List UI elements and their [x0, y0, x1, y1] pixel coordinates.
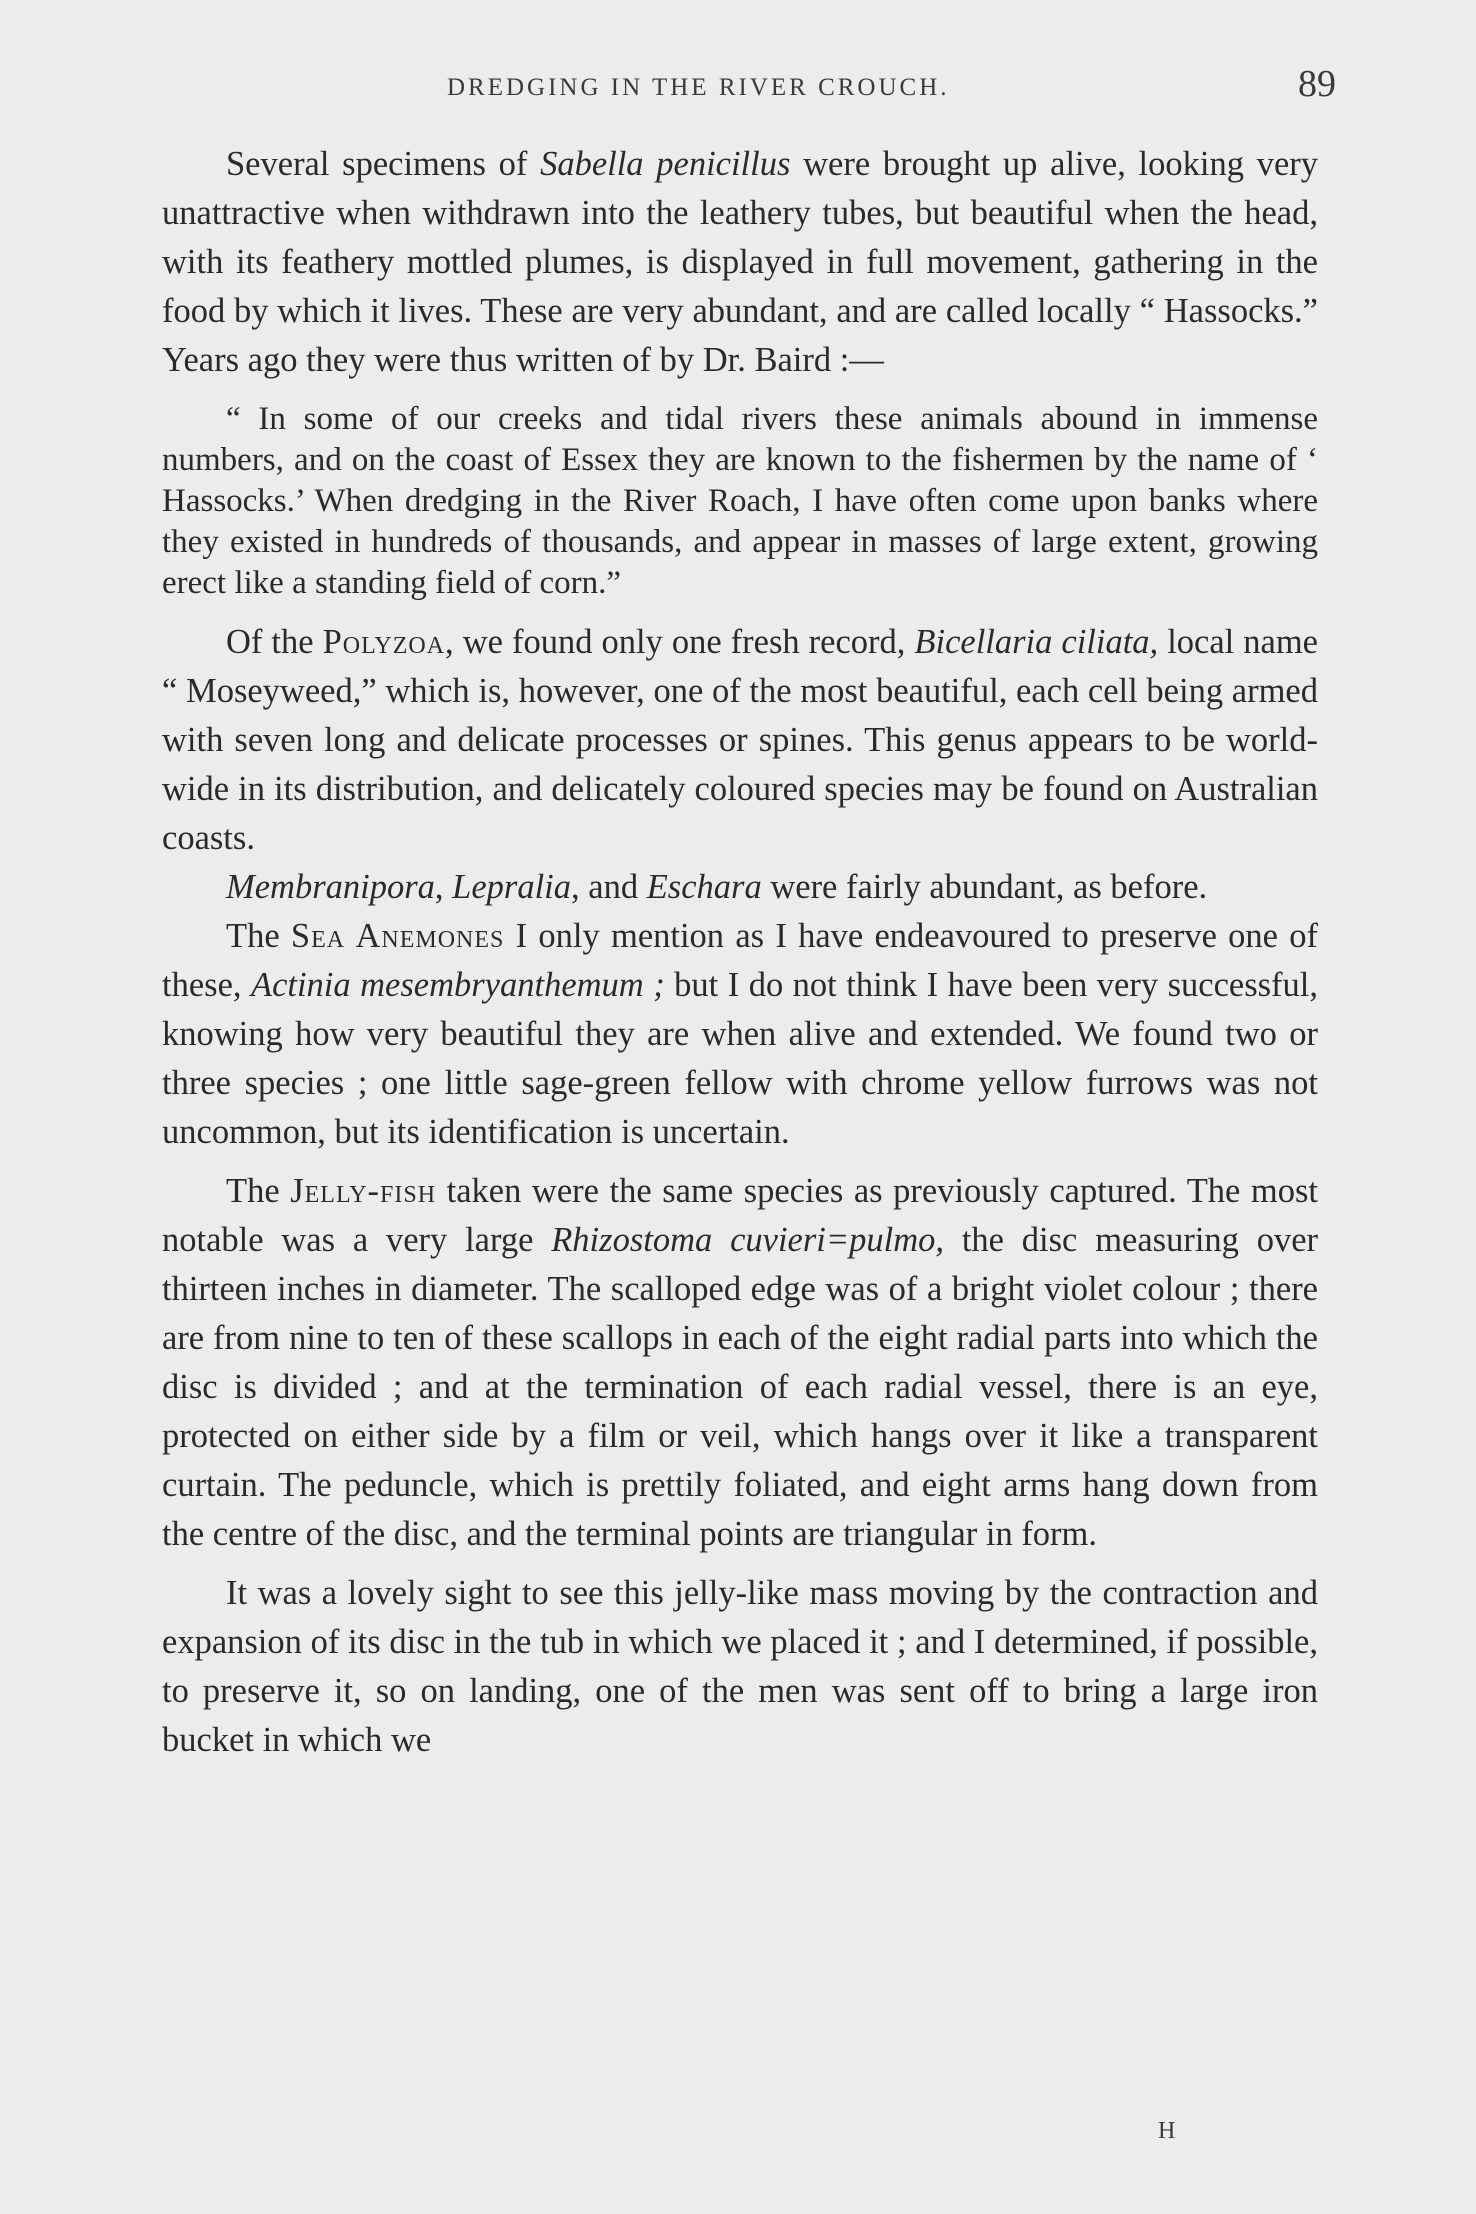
text-run: , and	[571, 868, 647, 906]
section-term: Sea Anemones	[290, 917, 505, 955]
text-run: Of the	[226, 623, 323, 661]
paragraph-jelly-fish	[162, 1167, 1318, 1559]
text-run: were brought up alive, looking very unattractive when withdrawn into the leathery tubes, but beautiful when the head, with its feathery mottled plumes, is displayed in full movement, gathering in the food by which it lives. These are very abundant, and are called locally “ Hassocks.” Years ago they were thus written of by Dr. Baird :—	[162, 145, 1318, 379]
text-run: , we found only one fresh record,	[445, 623, 915, 661]
section-term: Polyzoa	[322, 623, 446, 661]
running-title: DREDGING IN THE RIVER CROUCH.	[447, 74, 950, 101]
text-run: I only mention as I have endeavoured to preserve one of these,	[162, 917, 1318, 1004]
signature-mark: H	[1158, 2118, 1177, 2144]
paragraph-sea-anemones	[162, 912, 1318, 1157]
species-name: Rhizostoma cuvieri=pulmo,	[551, 1221, 945, 1259]
text-run: but I do not think I have been very successful, knowing how very beautiful they are when alive and extended. We found two or three species ; one little sage-green fellow with chrome yellow furrows was not uncommon, but its identification is uncertain.	[162, 966, 1318, 1151]
text-run: Several specimens of	[226, 145, 541, 183]
page-header	[162, 62, 1336, 112]
text-run: The	[226, 1172, 291, 1210]
text-run: taken were the same species as previously captured. The most notable was a very large	[162, 1172, 1318, 1259]
page-number: 89	[1298, 63, 1336, 105]
paragraph-sabella	[162, 140, 1318, 385]
text-run: were fairly abundant, as before.	[761, 868, 1208, 906]
text-run: ,	[434, 868, 453, 906]
species-name: Sabella penicillus	[540, 145, 791, 183]
paragraph-membranipora	[162, 863, 1318, 912]
text-run: The	[226, 917, 291, 955]
species-name: Bicellaria ciliata,	[914, 623, 1159, 661]
paragraph-polyzoa	[162, 618, 1318, 863]
page-body	[162, 140, 1318, 1765]
section-term: Jelly-fish	[290, 1172, 437, 1210]
species-name: Actinia mesembryanthemum ;	[251, 966, 665, 1004]
species-name: Membranipora	[226, 868, 435, 906]
quotation-baird: “ In some of our creeks and tidal rivers these animals abound in immense numbers, and on the coast of Essex they are known to the fishermen by the name of ‘ Hassocks.’ When dredging in the River Roach, I have often come upon banks where they existed in hundreds of thousands, and appear in masses of large extent, growing erect like a standing field of corn.”	[162, 401, 1318, 601]
text-run: local name “ Moseyweed,” which is, however, one of the most beautiful, each cell being armed with seven long and delicate processes or spines. This genus appears to be world-wide in its distribution, and delicately coloured species may be found on Australian coasts.	[162, 623, 1318, 857]
paragraph-lovely-sight: It was a lovely sight to see this jelly-like mass moving by the contraction and expansion of its disc in the tub in which we placed it ; and I determined, if possible, to preserve it, so on landing, one of the men was sent off to bring a large iron bucket in which we	[162, 1574, 1318, 1759]
species-name: Lepralia	[452, 868, 572, 906]
species-name: Eschara	[646, 868, 762, 906]
text-run: the disc measuring over thirteen inches in diameter. The scalloped edge was of a bright violet colour ; there are from nine to ten of these scallops in each of the eight radial parts into which the disc is divided ; and at the termination of each radial vessel, there is an eye, protected on either side by a film or veil, which hangs over it like a transparent curtain. The peduncle, which is prettily foliated, and eight arms hang down from the centre of the disc, and the terminal points are triangular in form.	[162, 1221, 1319, 1553]
